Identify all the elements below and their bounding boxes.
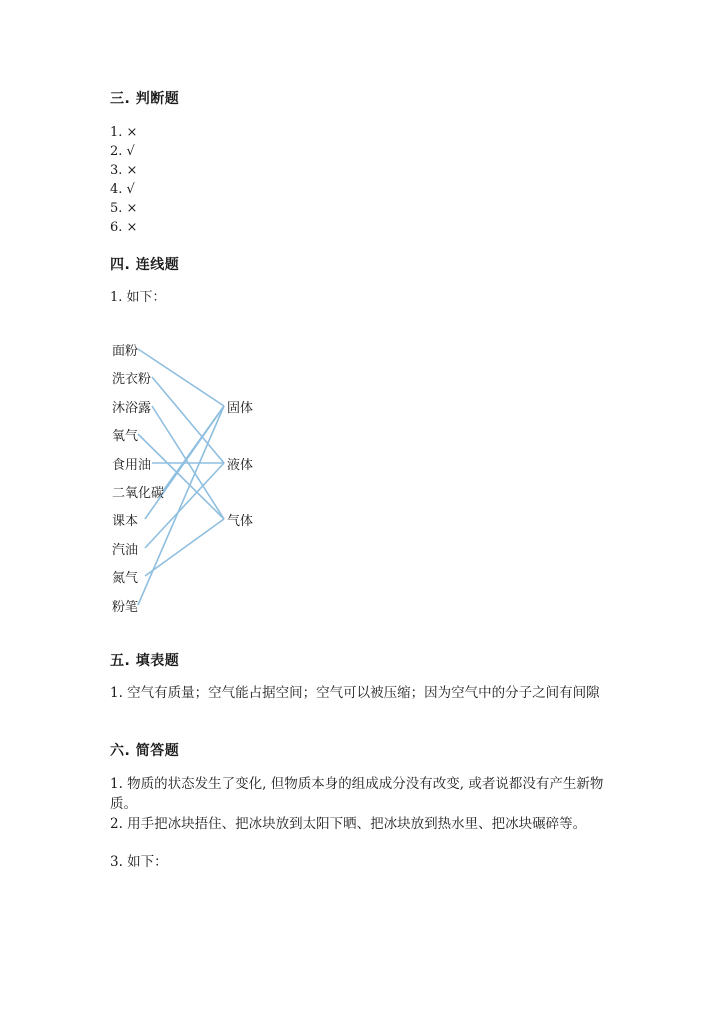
left-item-label: 氧气 [112, 429, 139, 444]
judgement-item: 5. × [110, 201, 138, 216]
left-item-label: 汽油 [112, 543, 139, 558]
section-title-judgement: 三. 判断题 [110, 91, 180, 107]
judgement-item: 3. × [110, 163, 138, 178]
short-answer-item: 3. 如下： [110, 854, 168, 870]
judgement-item: 4. √ [110, 182, 135, 197]
fill-table-answer: 1. 空气有质量；空气能占据空间；空气可以被压缩；因为空气中的分子之间有间隙 [110, 685, 600, 701]
short-answer-item: 2. 用手把冰块捂住、把冰块放到太阳下晒、把冰块放到热水里、把冰块碾碎等。 [110, 816, 587, 832]
section-title-short-answer: 六. 简答题 [110, 743, 180, 759]
right-item-label-gas: 气体 [227, 514, 254, 529]
right-item-label-solid: 固体 [227, 401, 254, 416]
left-item-label: 洗衣粉 [112, 372, 152, 387]
left-item-label: 二氧化碳 [112, 486, 165, 501]
section-title-fill-table: 五. 填表题 [110, 653, 180, 669]
matching-intro: 1. 如下： [110, 290, 166, 305]
left-item-label: 沐浴露 [112, 401, 152, 416]
left-item-label: 粉笔 [112, 600, 139, 615]
judgement-item: 6. × [110, 220, 138, 235]
left-item-label: 课本 [112, 514, 139, 529]
judgement-item: 1. × [110, 125, 138, 140]
right-item-label-liquid: 液体 [227, 458, 254, 473]
match-line [145, 463, 224, 548]
judgement-item: 2. √ [110, 144, 135, 159]
section-title-matching: 四. 连线题 [110, 257, 180, 273]
left-item-label: 氮气 [112, 571, 139, 586]
left-item-label: 食用油 [112, 458, 152, 473]
short-answer-item: 1. 物质的状态发生了变化, 但物质本身的组成成分没有改变, 或者说都没有产生新物质。 [110, 776, 604, 812]
match-line [145, 519, 224, 576]
left-item-label: 面粉 [112, 344, 139, 359]
